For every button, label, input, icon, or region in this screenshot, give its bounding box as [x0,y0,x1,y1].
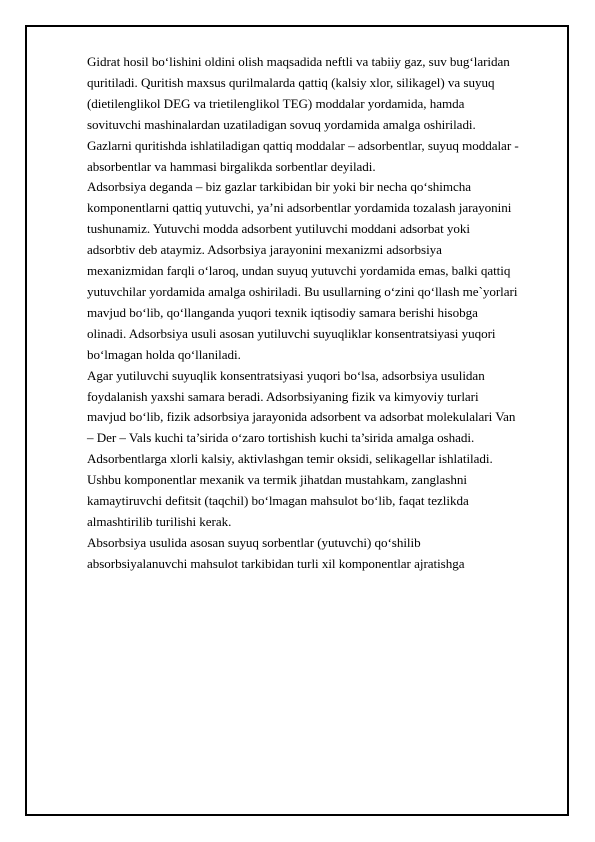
text-line: olinadi. Adsorbsiya usuli asosan yutiluvchi suyuqliklar konsentratsiyasi yuqori [87,325,496,341]
text-line: Absorbsiya usulida asosan suyuq sorbentlar (yutuvchi) qo‘shilib [87,534,421,550]
text-line: tushunamiz. Yutuvchi modda adsorbent yutiluvchi moddani adsorbat yoki [87,221,470,237]
text-line: sovituvchi mashinalardan uzatiladigan sovuq yordamida amalga oshiriladi. [87,116,476,132]
text-line: – Der – Vals kuchi ta’sirida o‘zaro tortishish kuchi ta’sirida amalga oshadi. [87,430,475,446]
text-line: mavjud bo‘lib, fizik adsorbsiya jarayonida adsorbent va adsorbat molekulalari Van [87,409,516,425]
text-line: Adsorbentlarga xlorli kalsiy, aktivlashgan temir oksidi, selikagellar ishlatiladi. [87,451,493,467]
text-line: kamaytiruvchi defitsit (taqchil) bo‘lmagan mahsulot bo‘lib, faqat tezlikda [87,493,469,509]
text-line: Agar yutiluvchi suyuqlik konsentratsiyasi yuqori bo‘lsa, adsorbsiya usulidan [87,367,485,383]
text-line: adsorbtiv deb ataymiz. Adsorbsiya jarayonini mexanizmi adsorbsiya [87,242,442,258]
document-body [87,52,565,575]
text-line: almashtirilib turilishi kerak. [87,513,232,529]
text-line: Adsorbsiya deganda – biz gazlar tarkibidan bir yoki bir necha qo‘shimcha [87,179,471,195]
text-line: foydalanish yaxshi samara beradi. Adsorbsiyaning fizik va kimyoviy turlari [87,388,479,404]
text-line: Gazlarni quritishda ishlatiladigan qattiq moddalar – adsorbentlar, suyuq moddalar - [87,137,519,153]
text-line: Ushbu komponentlar mexanik va termik jihatdan mustahkam, zanglashni [87,472,467,488]
text-line: Gidrat hosil bo‘lishini oldini olish maqsadida neftli va tabiiy gaz, suv bug‘laridan [87,54,510,69]
text-line: (dietilenglikol DEG va trietilenglikol TEG) moddalar yordamida, hamda [87,95,465,111]
text-line: absorbentlar va hammasi birgalikda sorbentlar deyiladi. [87,158,376,174]
text-line: mavjud bo‘lib, qo‘llanganda yuqori texnik iqtisodiy samara berishi hisobga [87,304,478,320]
text-line: mexanizmidan farqli o‘laroq, undan suyuq yutuvchi yordamida emas, balki qattiq [87,263,511,279]
text-line: yutuvchilar yordamida amalga oshiriladi. Bu usullarning o‘zini qo‘llash me`yorlari [87,283,518,299]
text-line: absorbsiyalanuvchi mahsulot tarkibidan turli xil komponentlar ajratishga [87,555,465,571]
text-line: quritiladi. Quritish maxsus qurilmalarda qattiq (kalsiy xlor, silikagel) va suyuq [87,74,495,90]
text-line: komponentlarni qattiq yutuvchi, ya’ni adsorbentlar yordamida tozalash jarayonini [87,200,512,216]
text-line: bo‘lmagan holda qo‘llaniladi. [87,346,241,362]
